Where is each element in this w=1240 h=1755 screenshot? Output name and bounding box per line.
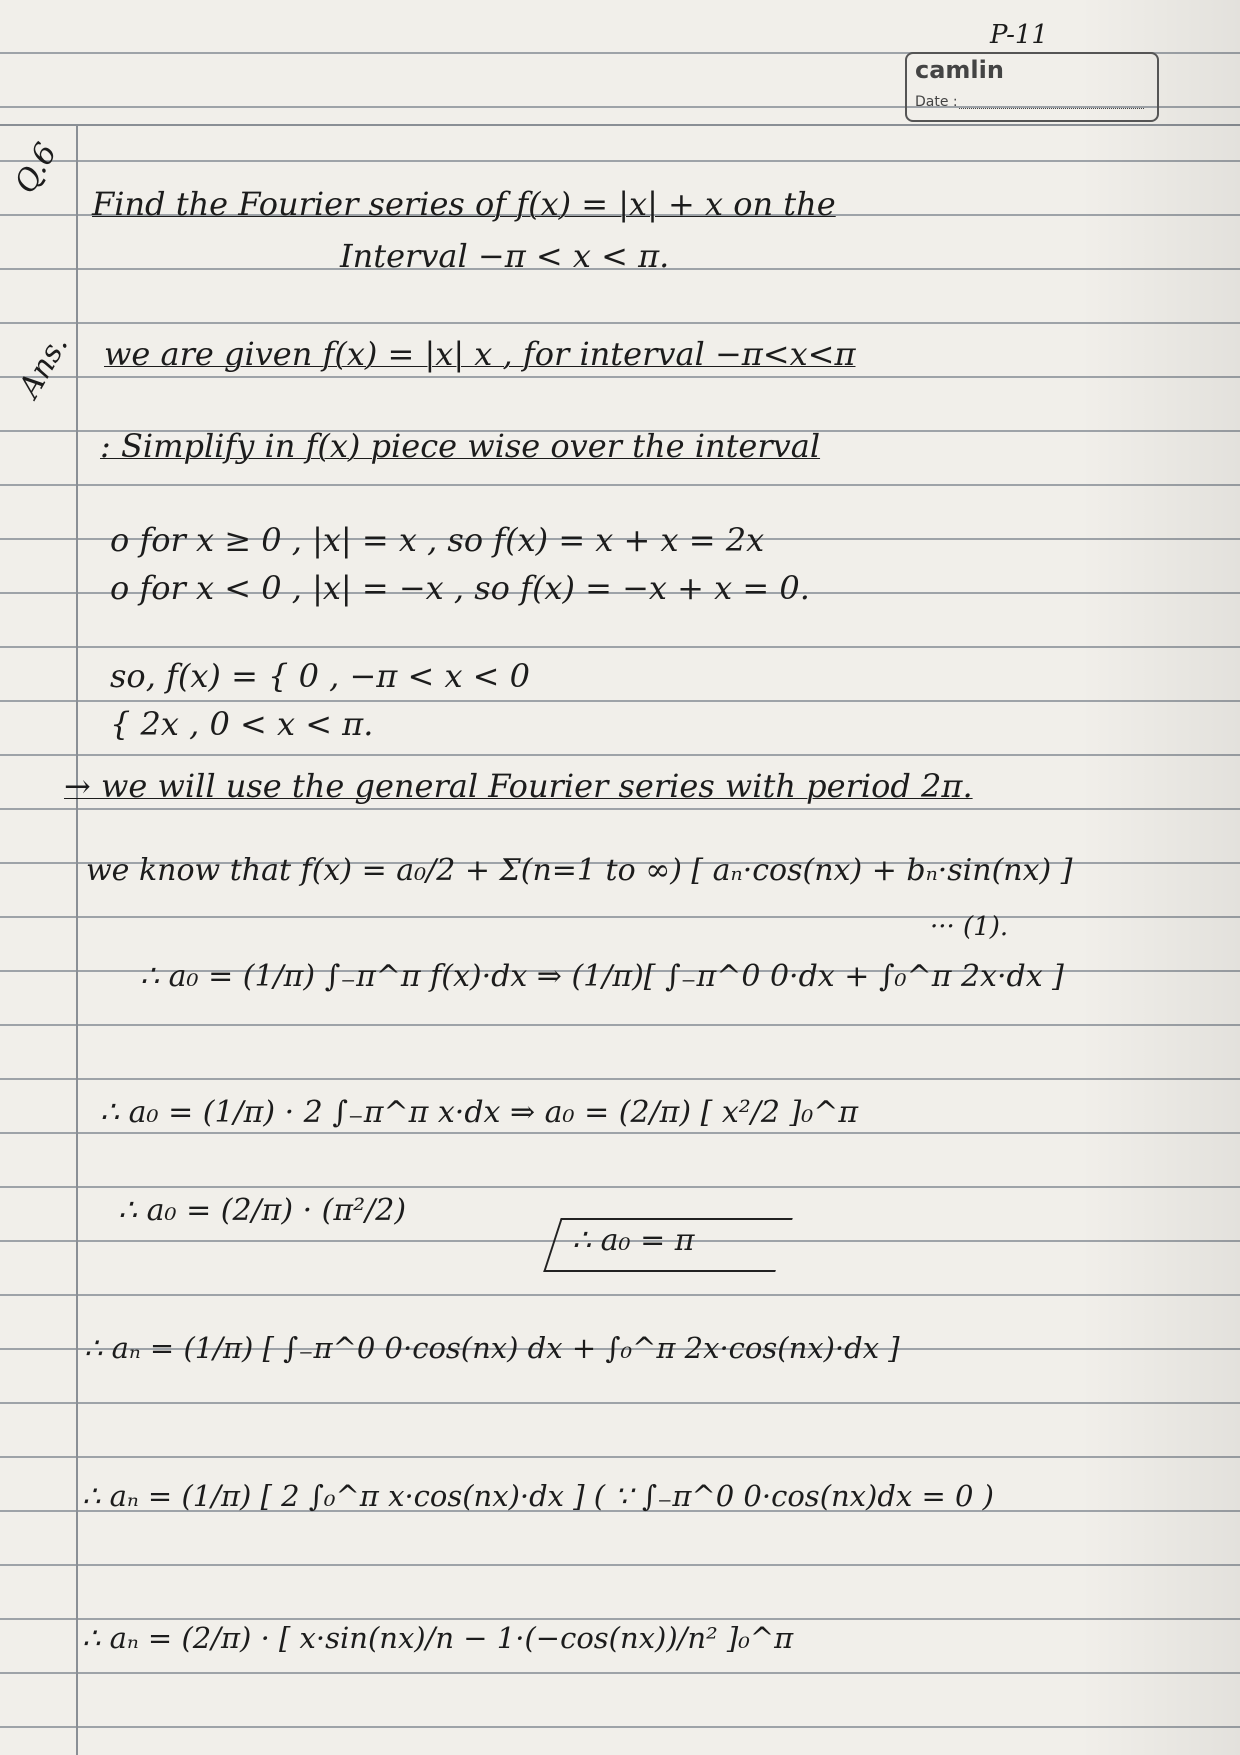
page-number: P-11 (990, 20, 1048, 50)
brand-name: camlin (915, 56, 1004, 84)
piecewise-line-2: { 2x , 0 < x < π. (110, 705, 374, 743)
an-step-3: ∴ aₙ = (2/π) · [ x·sin(nx)/n − 1·(−cos(nx))/n² ]₀^π (82, 1621, 794, 1655)
piecewise-line-1: so, f(x) = { 0 , −π < x < 0 (110, 657, 531, 695)
date-line (959, 108, 1144, 109)
a0-result: ∴ a₀ = π (572, 1223, 695, 1258)
case-negative: o for x < 0 , |x| = −x , so f(x) = −x + x = 0. (110, 569, 810, 607)
question-tag: Q.6 (8, 137, 65, 200)
answer-line-1: we are given f(x) = |x| x , for interval −π<x<π (104, 335, 856, 373)
an-step-2: ∴ aₙ = (1/π) [ 2 ∫₀^π x·cos(nx)·dx ] ( ∵ ∫₋π^0 0·cos(nx)dx = 0 ) (82, 1479, 994, 1513)
page-shadow (1080, 0, 1240, 1755)
equation-number: ··· (1). (930, 912, 1009, 942)
date-label: Date : (915, 94, 958, 110)
brand-date-box (905, 52, 1159, 122)
answer-tag: Ans. (12, 328, 76, 404)
simplify-line: : Simplify in f(x) piece wise over the interval (100, 427, 821, 465)
case-positive: o for x ≥ 0 , |x| = x , so f(x) = x + x = 2x (110, 521, 765, 559)
top-rule (0, 124, 1240, 126)
question-line-2: Interval −π < x < π. (340, 237, 670, 275)
margin-rule (76, 125, 78, 1755)
a0-step-3: ∴ a₀ = (2/π) · (π²/2) (118, 1193, 407, 1228)
a0-step-2: ∴ a₀ = (1/π) · 2 ∫₋π^π x·dx ⇒ a₀ = (2/π) [ x²/2 ]₀^π (100, 1095, 859, 1130)
fourier-formula: we know that f(x) = a₀/2 + Σ(n=1 to ∞) [ aₙ·cos(nx) + bₙ·sin(nx) ] (86, 853, 1073, 888)
question-line-1: Find the Fourier series of f(x) = |x| + x on the (92, 185, 836, 223)
a0-step-1: ∴ a₀ = (1/π) ∫₋π^π f(x)·dx ⇒ (1/π)[ ∫₋π^0 0·dx + ∫₀^π 2x·dx ] (140, 959, 1064, 994)
period-line: → we will use the general Fourier series with period 2π. (64, 767, 973, 805)
an-step-1: ∴ aₙ = (1/π) [ ∫₋π^0 0·cos(nx) dx + ∫₀^π 2x·cos(nx)·dx ] (84, 1331, 900, 1365)
